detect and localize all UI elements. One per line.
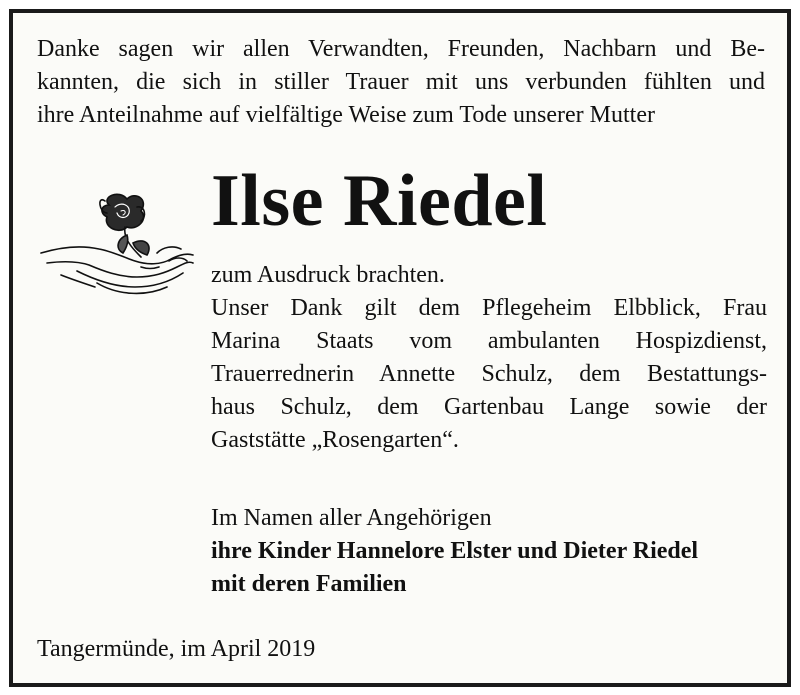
thanks-line: Unser Dank gilt dem Pflegeheim Elbblick, Frau [211, 295, 767, 321]
signature-names: ihre Kinder Hannelore Elster und Dieter Riedel [211, 538, 699, 564]
thanks-line: Trauerrednerin Annette Schulz, dem Bestattungs- [211, 361, 767, 387]
intro-line: Danke sagen wir allen Verwandten, Freunden, Nachbarn und Be- [37, 36, 765, 62]
thanks-line: zum Ausdruck brachten. [211, 262, 445, 288]
thanks-line: Marina Staats vom ambulanten Hospizdienst, [211, 328, 767, 354]
intro-line: kannten, die sich in stiller Trauer mit uns verbunden fühlten und [37, 69, 765, 95]
notice-frame [9, 9, 791, 687]
thanks-line: haus Schulz, dem Gartenbau Lange sowie der [211, 394, 767, 420]
signature-families: mit deren Familien [211, 571, 407, 597]
thanks-text [211, 259, 767, 457]
intro-text [37, 33, 765, 132]
signature-intro: Im Namen aller Angehörigen [211, 505, 492, 531]
place-date: Tangermünde, im April 2019 [37, 636, 316, 662]
thanks-line: Gaststätte „Rosengarten“. [211, 427, 459, 453]
intro-line: ihre Anteilnahme auf vielfältige Weise zum Tode unserer Mutter [37, 102, 655, 128]
rose-in-hands-icon [37, 183, 197, 303]
deceased-name: Ilse Riedel [211, 160, 548, 242]
signature-block [211, 502, 767, 601]
